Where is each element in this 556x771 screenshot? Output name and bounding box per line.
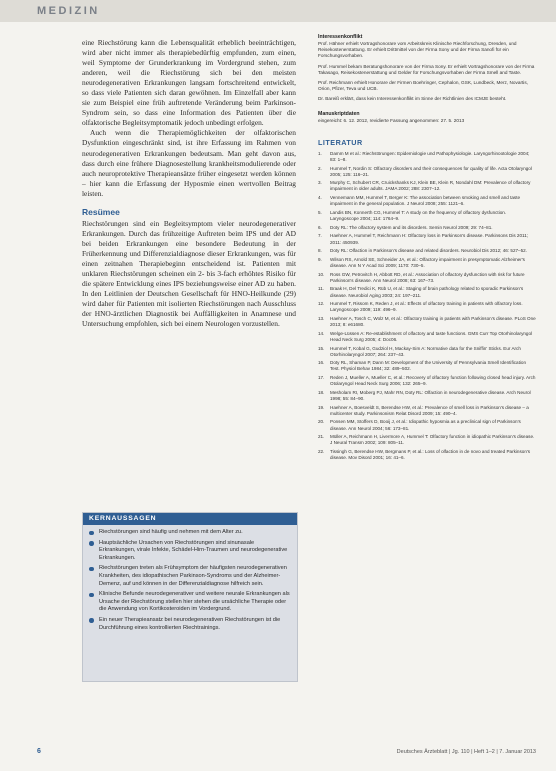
reference-number: 2. — [318, 165, 322, 171]
conflict-text: Prof. Reichmann erhielt Honorare der Firmen Boehringer, Cephalon, GSK, Lundbeck, Merz, Novartis, Orion, Pfizer, Teva und UCB. — [318, 80, 528, 92]
key-statements-list — [83, 529, 297, 632]
reference-number: 13. — [318, 316, 325, 322]
reference-item — [318, 180, 536, 192]
reference-number: 3. — [318, 180, 322, 186]
conflict-text: Prof. Hummel bekam Beratungshonorare von der Firma Sony. Er erhielt Vortragshonorare von der Firma Takasago, Reisekostenerstattung und Gelder für Forschungsvorhaben der Firma Smell and Taste. — [318, 63, 535, 75]
reference-text: Wilson RS, Arnold SE, Schneider JA, et al.: Olfactory impairment in presymptomatic Alzheimer's disease. Ann N Y Acad Sci 2009; 1170: 730–5. — [330, 256, 525, 268]
section-title: MEDIZIN — [37, 5, 100, 17]
reference-item — [318, 346, 536, 358]
reference-text: Murphy C, Schubert CR, Cruickshanks KJ, Klein BE, Klein R, Nondahl DM: Prevalence of olfactory impairment in older adults. JAMA 2002; 288: 2307–12. — [330, 180, 531, 192]
list-item — [89, 591, 291, 614]
reference-text: Tissingh G, Berendse HW, Bergmans P, et al.: Loss of olfaction in de novo and treated Parkinson's disease. Mov Disord 2001; 16: 41–6. — [330, 449, 531, 461]
reference-number: 4. — [318, 195, 322, 201]
paragraph: Auch wenn die Therapiemöglichkeiten der olfaktorischen Dysfunktion eingeschränkt sind, ist ihre Erfassung im Rahmen von neurodegenerativen Erkrankungen bedeutsam. Man geht davon aus, dass durch eine frühere Diagnosestellung krankheitsmodulierende oder auch neuroprotektive Therapieansätze früher eingesetzt werden können – hier kann die Erfassung der Hyposmie einen wertvollen Beitrag leisten. — [82, 128, 296, 198]
bullet-icon — [89, 567, 94, 572]
reference-number: 8. — [318, 248, 322, 254]
reference-number: 21. — [318, 434, 325, 440]
bullet-icon — [89, 531, 94, 536]
reference-text: Doty RL, Shaman P, Dann M: Development of the University of Pennsylvania Smell Identification Test. Physiol Behav 1984; 32: 489–502. — [330, 360, 527, 372]
list-item-text: Riechstörungen treten als Frühsymptom der häufigsten neurodegenerativen Krankheiten, des idiopathischen Parkinson-Syndroms und der Alzheimer-Demenz, auf und können in der Differenzialdiagnose hilfreich sein. — [99, 565, 287, 587]
reference-number: 1. — [318, 150, 322, 156]
list-item — [89, 617, 291, 632]
reference-item — [318, 286, 536, 298]
reference-item — [318, 449, 536, 461]
reference-number: 17. — [318, 375, 325, 381]
reference-item — [318, 210, 536, 222]
reference-number: 19. — [318, 404, 325, 410]
journal-citation: Deutsches Ärzteblatt | Jg. 110 | Heft 1–2 | 7. Januar 2013 — [396, 749, 536, 755]
list-item — [89, 529, 291, 537]
reference-number: 12. — [318, 301, 325, 307]
reference-item — [318, 434, 536, 446]
reference-number: 11. — [318, 286, 325, 292]
reference-item — [318, 225, 536, 231]
key-statements-heading: KERNAUSSAGEN — [83, 513, 297, 525]
article-body — [82, 38, 296, 329]
resumee-heading: Resümee — [82, 206, 120, 217]
conflict-heading: Interessenkonflikt — [318, 34, 363, 40]
reference-item — [318, 272, 536, 284]
reference-text: Müller A, Reichmann H, Livermore A, Hummel T: Olfactory function in idiopathic Parkinson's disease. J Neural Transm 2002; 109: 805–11. — [330, 434, 535, 446]
bullet-icon — [89, 618, 94, 623]
key-statements-box — [82, 512, 298, 682]
reference-number: 9. — [318, 256, 322, 262]
reference-text: Haehner A, Hummel T, Reichmann H: Olfactory loss in Parkinson's disease. Parkinsons Dis 2011; 2011: 450939. — [330, 233, 529, 245]
reference-number: 5. — [318, 209, 322, 215]
reference-item — [318, 166, 536, 178]
reference-text: Doty RL: Olfaction in Parkinson's disease and related disorders. Neurobiol Dis 2012; 46: 527–52. — [330, 248, 527, 254]
reference-text: Haehner A, Boesveldt S, Berendse HW, et al.: Prevalence of smell loss in Parkinson's disease – a multicenter study. Parkinsonism Relat Disord 2009; 15: 490–4. — [330, 404, 529, 416]
list-item-text: Riechstörungen sind häufig und nehmen mit dem Alter zu. — [99, 529, 243, 535]
reference-item — [318, 405, 536, 417]
conflict-text: Dr. Bareiß erklärt, dass kein Interessenkonflikt im Sinne der Richtlinien des ICMJE besteht. — [318, 96, 507, 102]
paragraph: Riechstörungen sind ein Begleitsymptom vieler neurodegenerativer Erkrankungen. Durch das frühzeitige Auftreten beim IPS und der AD bei beiden Erkrankungen eine besondere Bedeutung in der Früherkennung und Differenzialdiagnose dieser Erkrankungen, was für einen zeitnahen Therapiebeginn entscheidend ist. Patienten mit unklaren Riechstörungen scheinen ein 2- bis 3-fach erhöhtes Risiko für die spätere Entwicklung eines IPS beziehungsweise einer AD zu haben. In den Leitlinien der Deutschen Gesellschaft für HNO-Heilkunde (29) wird daher für Patienten mit isolierten Riechstörungen nach Ausschluss der HNO-ärztlichen Diagnostik bei Auffälligkeiten in Anamnese und Untersuchung empfohlen, sich bei einem Neurologen vorzustellen. — [82, 218, 296, 329]
reference-text: Ponsen MM, Stoffers D, Booij J, et al.: Idiopathic hyposmia as a preclinical sign of Parkinson's disease. Ann Neurol 2004; 56: 173–81. — [330, 419, 521, 431]
reference-number: 10. — [318, 271, 325, 277]
reference-number: 6. — [318, 224, 322, 230]
reference-text: Hummel T, Nordin S: Olfactory disorders and their consequences for quality of life. Acta Otolaryngol 2005; 125: 116–21. — [330, 165, 532, 177]
reference-number: 14. — [318, 330, 325, 336]
reference-text: Haehner A, Tosch C, Wolz M, et al.: Olfactory training in patients with Parkinson's disease. PLoS One 2013; 8: e61680. — [330, 316, 536, 328]
reference-number: 20. — [318, 419, 325, 425]
reference-item — [318, 331, 536, 343]
reference-text: Doty RL: The olfactory system and its disorders. Semin Neurol 2009; 29: 74–81. — [330, 224, 493, 230]
bullet-icon — [89, 541, 94, 546]
reference-text: Ross GW, Petrovitch H, Abbott RD, et al.: Association of olfactory dysfunction with risk for future Parkinson's disease. Ann Neurol 2008; 63: 167–73. — [330, 271, 525, 283]
reference-text: Landis BN, Konnerth CG, Hummel T: A study on the frequency of olfactory dysfunction. Laryngoscope 2004; 114: 1764–9. — [330, 209, 507, 222]
reference-item — [318, 301, 536, 313]
reference-text: Mesholam RI, Moberg PJ, Mahr RN, Doty RL: Olfaction in neurodegenerative disease. Arch Neurol 1998; 55: 84–90. — [330, 389, 531, 402]
reference-text: Vennemann MM, Hummel T, Berger K: The association between smoking and smell and taste impairment in the general population. J Neurol 2008; 255: 1121–6. — [330, 195, 521, 207]
reference-item — [318, 248, 536, 254]
reference-item — [318, 360, 536, 372]
list-item-text: Ein neuer Therapieansatz bei neurodegenerativen Riechstörungen ist die Durchführung eines kontrollierten Riechtrainings. — [99, 616, 281, 631]
list-item — [89, 565, 291, 588]
reference-text: Hummel T, Kobal G, Gudziol H, Mackay-Sim A: Normative data for the Sniffin' Sticks. Eur Arch Otorhinolaryngol 2007; 264: 237–43. — [330, 345, 521, 357]
list-item-text: Klinische Befunde neurodegenerativer und weitere neurale Erkrankungen als Ursache der Riechstörung stellen hier stehen die ursächliche Therapie oder die Anwendung von Kortikosteroiden im Vordergrund. — [99, 591, 290, 613]
reference-number: 18. — [318, 389, 325, 395]
reference-item — [318, 419, 536, 431]
reference-item — [318, 390, 536, 402]
reference-text: Reden J, Mueller A, Mueller C, et al.: Recovery of olfactory function following closed head injury. Arch Otolaryngol Head Neck Surg 2006; 132: 265–9. — [330, 375, 536, 387]
reference-item — [318, 316, 536, 328]
manuscript-text: eingereicht: 6. 12. 2012, revidierte Fassung angenommen: 27. 5. 2013 — [318, 117, 465, 123]
reference-item — [318, 195, 536, 207]
page-number: 6 — [37, 748, 41, 755]
conflict-text: Prof. Hähner erhielt Vortragshonorare vom Arbeitskreis Klinische Riechforschung, Dresden, und Reisekostenerstattung. Er erhielt Drittmittel von der Firma Sony und der Firma Sanofi für ein Forschungsvorhaben. — [318, 41, 517, 59]
reference-item — [318, 257, 536, 269]
reference-item — [318, 151, 536, 163]
reference-item — [318, 233, 536, 245]
list-item — [89, 540, 291, 563]
list-item-text: Hauptsächliche Ursachen von Riechstörungen sind sinunasale Erkrankungen, virale Infekte, Schädel-Hirn-Traumen und neurodegenerative Erkrankungen. — [99, 539, 288, 561]
references-list — [318, 151, 536, 461]
page-header — [0, 0, 556, 22]
manuscript-heading: Manuskriptdaten — [318, 110, 360, 117]
reference-text: Braak H, Del Tredici K, Rüb U, et al.: Staging of brain pathology related to sporadic Parkinson's disease. Neurobiol Aging 2003; 24: 197–211. — [330, 286, 524, 298]
paragraph: eine Riechstörung kann die Lebensqualität erheblich beeinträchtigen, wird aber nicht immer als therapiebedürftig empfunden, zum einen, weil Symptome der Grunderkrankung im Vordergrund stehen, zum anderen, weil die Riechstörung sich bei den meisten neurodegenerativen Erkrankungen langsam fortschreitend entwickelt, so dass viele Patienten sich daran gewöhnen. Im Einzelfall aber kann sie zum Beispiel eine früh auftretende Veränderung beim Parkinson-Syndrom sein, so dass eine Information des Patienten über die olfaktorische Begleitsymptomatik jedoch unbedingt erfolgen. — [82, 38, 296, 128]
reference-number: 15. — [318, 345, 325, 351]
reference-text: Welge-Lüssen A: Re-establishment of olfactory and taste functions. GMS Curr Top Otorhinolaryngol Head Neck Surg 2005; 4: Doc06. — [330, 330, 533, 342]
reference-number: 22. — [318, 449, 325, 455]
sidebar-column — [318, 34, 536, 464]
bullet-icon — [89, 593, 94, 598]
reference-number: 16. — [318, 360, 325, 366]
references-heading: LITERATUR — [318, 137, 363, 147]
reference-item — [318, 375, 536, 387]
reference-text: Hummel T, Rissom K, Reden J, et al.: Effects of olfactory training in patients with olfactory loss. Laryngoscope 2009; 119: 496–9. — [330, 301, 523, 313]
reference-text: Damm M et al.: Riechstörungen: Epidemiologie und Pathophysiologie. Laryngorhinootologie 2004; 83: 1–8. — [330, 150, 530, 162]
reference-number: 7. — [318, 233, 322, 239]
